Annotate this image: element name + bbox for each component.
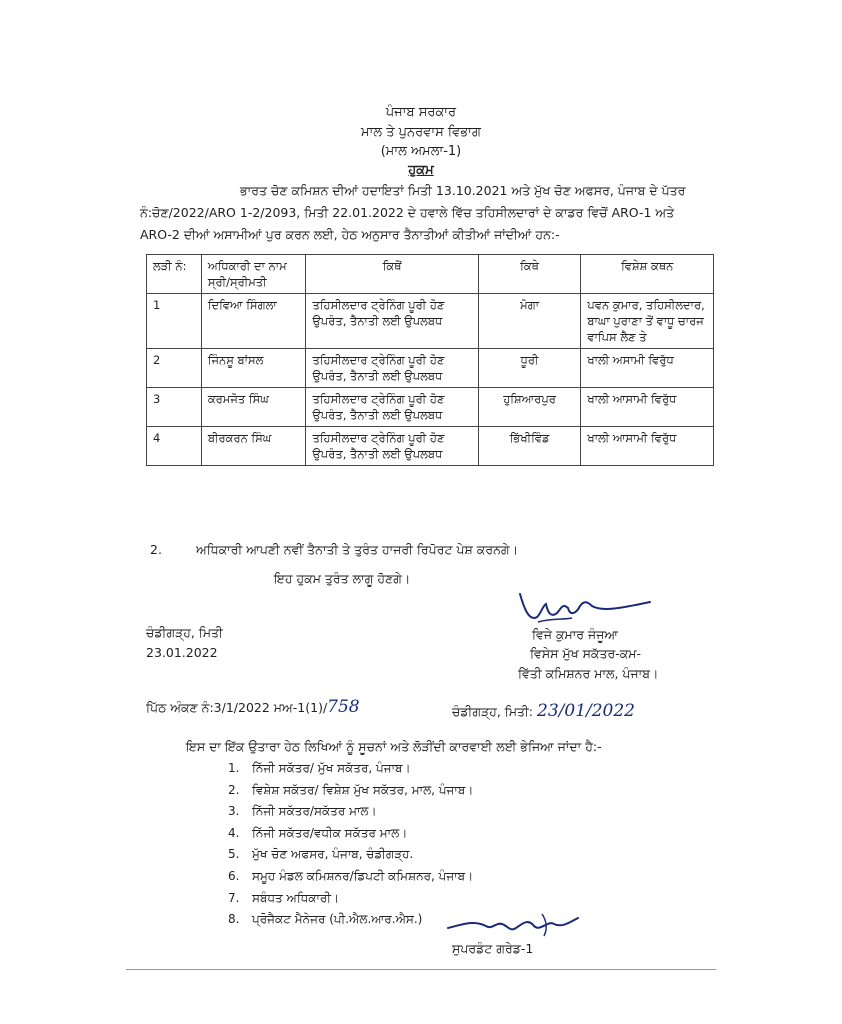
cell-from: ਤਹਿਸੀਲਦਾਰ ਟ੍ਰੇਨਿੰਗ ਪੂਰੀ ਹੋਣ ਉਪਰੰਤ, ਤੈਨਾਤੀ ਲਈ ਉਪਲਬਧ [306,388,478,427]
table-header-row [147,255,714,294]
col-serial: ਲੜੀ ਨੰ: [147,255,202,294]
order-heading: ਹੁਕਮ [408,163,434,178]
recipient-text: ਵਿਸ਼ੇਸ਼ ਸਕੱਤਰ/ ਵਿਸ਼ੇਸ਼ ਮੁੱਖ ਸਕੱਤਰ, ਮਾਲ, ਪੰਜਾਬ। [252,782,474,797]
list-item: 3. ਨਿੱਜੀ ਸਕੱਤਰ/ਸਕੱਤਰ ਮਾਲ। [228,801,473,823]
recipient-text: ਸਮੂਹ ਮੰਡਲ ਕਮਿਸ਼ਨਰ/ਡਿਪਟੀ ਕਮਿਸ਼ਨਰ, ਪੰਜਾਬ। [252,868,474,883]
cell-remarks: ਖਾਲੀ ਆਸਾਮੀ ਵਿਰੁੱਧ [581,427,714,466]
list-item: 5. ਮੁੱਖ ਚੋਣ ਅਫਸਰ, ਪੰਜਾਬ, ਚੰਡੀਗੜ੍ਹ. [228,844,473,866]
list-item: 8. ਪ੍ਰੋਜੈਕਟ ਮੈਨੇਜਰ (ਪੀ.ਐਲ.ਆਰ.ਐਸ.) [228,909,473,931]
col-remarks: ਵਿਸ਼ੇਸ਼ ਕਥਨ [581,255,714,294]
table-row [147,349,714,388]
officer-signature [512,588,662,628]
cell-officer: ਬੀਰਕਰਨ ਸਿੰਘ [201,427,306,466]
cell-remarks: ਖਾਲੀ ਆਸਾਮੀ ਵਿਰੁੱਧ [581,388,714,427]
table-row [147,294,714,349]
endorsement-ref [146,698,360,717]
govt-name: ਪੰਜਾਬ ਸਰਕਾਰ [385,105,457,120]
superintendent-title: ਸੁਪਰਡੰਟ ਗਰੇਡ-1 [452,941,534,956]
cell-serial: 3 [147,388,202,427]
intro-line-1: ਭਾਰਤ ਚੋਣ ਕਮਿਸ਼ਨ ਦੀਆਂ ਹਦਾਇਤਾਂ ਮਿਤੀ 13.10.2021 ਅਤੇ ਮੁੱਖ ਚੋਣ ਅਫਸਰ, ਪੰਜਾਬ ਦੇ ਪੱਤਰ [240,183,686,198]
recipient-text: ਨਿੱਜੀ ਸਕੱਤਰ/ ਮੁੱਖ ਸਕੱਤਰ, ਪੰਜਾਬ। [252,761,411,775]
col-from: ਕਿਥੋਂ [306,255,478,294]
list-item: 1. ਨਿੱਜੀ ਸਕੱਤਰ/ ਮੁੱਖ ਸਕੱਤਰ, ਪੰਜਾਬ। [228,758,473,780]
order-heading-wrap [0,162,842,180]
list-item: 2. ਵਿਸ਼ੇਸ਼ ਸਕੱਤਰ/ ਵਿਸ਼ੇਸ਼ ਮੁੱਖ ਸਕੱਤਰ, ਮਾਲ, ਪੰਜਾਬ। [228,780,473,802]
place-date: 23.01.2022 [146,645,218,660]
signatory-title: ਵਿਸੇਸ ਮੁੱਖ ਸਕੱਤਰ-ਕਮ- [530,646,641,661]
cell-to: ਹੁਸ਼ਿਆਰਪੁਰ [478,388,581,427]
cell-serial: 4 [147,427,202,466]
para-2-number: 2. [150,542,162,557]
cell-officer: ਕਰਮਜੋਤ ਸਿੰਘ [201,388,306,427]
endorsement-intro: ਇਸ ਦਾ ਇੱਕ ਉਤਾਰਾ ਹੇਠ ਲਿਖਿਆਂ ਨੂੰ ਸੂਚਨਾਂ ਅਤੇ ਲੋੜੀਂਦੀ ਕਾਰਵਾਈ ਲਈ ਭੇਜਿਆ ਜਾਂਦਾ ਹੈ:- [186,739,602,754]
endorsement-date-label: ਚੰਡੀਗੜ੍ਹ, ਮਿਤੀ: [452,704,534,719]
cell-to: ਮੋਗਾ [478,294,581,349]
cell-from: ਤਹਿਸੀਲਦਾਰ ਟ੍ਰੇਨਿੰਗ ਪੂਰੀ ਹੋਣ ਉਪਰੰਤ, ਤੈਨਾਤੀ ਲਈ ਉਪਲਬਧ [306,427,478,466]
list-item: 7. ਸਬੰਧਤ ਅਧਿਕਾਰੀ। [228,888,473,910]
cell-officer: ਜਿੰਨਸੂ ਬਾਂਸਲ [201,349,306,388]
table-row [147,388,714,427]
col-officer: ਅਧਿਕਾਰੀ ਦਾ ਨਾਮ ਸ੍ਰੀ/ਸ੍ਰੀਮਤੀ [201,255,306,294]
intro-paragraph [140,180,700,246]
cell-to: ਧੂਰੀ [478,349,581,388]
cell-to: ਭਿੱਖੀਵਿੰਡ [478,427,581,466]
signatory-name: ਵਿਜੇ ਕੁਮਾਰ ਜੰਜੂਆ [532,627,618,642]
endorsement-date [452,702,635,721]
intro-line-3: ARO-2 ਦੀਆਂ ਅਸਾਮੀਆਂ ਪੁਰ ਕਰਨ ਲਈ, ਹੇਠ ਅਨੁਸਾਰ ਤੈਨਾਤੀਆਂ ਕੀਤੀਆਂ ਜਾਂਦੀਆਂ ਹਨ:- [140,227,560,242]
signatory-office: ਵਿੱਤੀ ਕਮਿਸ਼ਨਰ ਮਾਲ, ਪੰਜਾਬ। [518,666,659,681]
cell-from: ਤਹਿਸੀਲਦਾਰ ਟ੍ਰੇਨਿੰਗ ਪੂਰੀ ਹੋਣ ਉਪਰੰਤ, ਤੈਨਾਤੀ ਲਈ ਉਪਲਬਧ [306,294,478,349]
recipient-list [228,758,473,931]
effect-text: ਇਹ ਹੁਕਮ ਤੁਰੰਤ ਲਾਗੂ ਹੋਣਗੇ। [274,571,411,586]
para-2-text: ਅਧਿਕਾਰੀ ਆਪਣੀ ਨਵੀਂ ਤੈਨਾਤੀ ਤੇ ਤੁਰੰਤ ਹਾਜਰੀ ਰਿਪੋਰਟ ਪੇਸ਼ ਕਰਨਗੇ। [196,542,519,557]
branch-name: (ਮਾਲ ਅਮਲਾ-1) [380,144,462,159]
col-to: ਕਿਥੇ [478,255,581,294]
cell-from: ਤਹਿਸੀਲਦਾਰ ਟ੍ਰੇਨਿੰਗ ਪੂਰੀ ਹੋਣ ਉਪਰੰਤ, ਤੈਨਾਤੀ ਲਈ ਉਪਲਬਧ [306,349,478,388]
cell-serial: 1 [147,294,202,349]
bottom-rule [126,969,716,970]
cell-remarks: ਖਾਲੀ ਅਸਾਮੀ ਵਿਰੁੱਧ [581,349,714,388]
department-name: ਮਾਲ ਤੇ ਪੁਨਰਵਾਸ ਵਿਭਾਗ [361,125,481,140]
superintendent-signature [444,906,584,942]
table-row [147,427,714,466]
list-item: 6. ਸਮੂਹ ਮੰਡਲ ਕਮਿਸ਼ਨਰ/ਡਿਪਟੀ ਕਮਿਸ਼ਨਰ, ਪੰਜਾਬ। [228,866,473,888]
cell-officer: ਦਿਵਿਆ ਸਿੰਗਲਾ [201,294,306,349]
cell-remarks: ਪਵਨ ਕੁਮਾਰ, ਤਹਿਸੀਲਦਾਰ, ਬਾਘਾ ਪੁਰਾਣਾ ਤੋਂ ਵਾਧੂ ਚਾਰਜ ਵਾਪਿਸ ਲੈਣ ਤੇ [581,294,714,349]
cell-serial: 2 [147,349,202,388]
recipient-text: ਨਿੱਜੀ ਸਕੱਤਰ/ਵਧੀਕ ਸਕੱਤਰ ਮਾਲ। [252,825,408,840]
recipient-text: ਨਿੱਜੀ ਸਕੱਤਰ/ਸਕੱਤਰ ਮਾਲ। [252,804,377,819]
posting-table [146,254,714,466]
recipient-text: ਪ੍ਰੋਜੈਕਟ ਮੈਨੇਜਰ (ਪੀ.ਐਲ.ਆਰ.ਐਸ.) [252,912,423,927]
intro-line-2: ਨੰ:ਚੋਣ/2022/ARO 1-2/2093, ਮਿਤੀ 22.01.2022 ਦੇ ਹਵਾਲੇ ਵਿੱਚ ਤਹਿਸੀਲਦਾਰਾਂ ਦੇ ਕਾਡਰ ਵਿਚੋਂ ARO-1 ਅਤੇ [140,205,675,220]
list-item: 4. ਨਿੱਜੀ ਸਕੱਤਰ/ਵਧੀਕ ਸਕੱਤਰ ਮਾਲ। [228,823,473,845]
recipient-text: ਮੁੱਖ ਚੋਣ ਅਫਸਰ, ਪੰਜਾਬ, ਚੰਡੀਗੜ੍ਹ. [252,847,414,862]
endorsement-ref-label: ਪਿੱਠ ਅੰਕਣ ਨੰ:3/1/2022 ਮਅ-1(1)/ [146,700,328,715]
place-label: ਚੰਡੀਗੜ੍ਹ, ਮਿਤੀ [146,625,223,640]
endorsement-date-value: 23/01/2022 [537,701,635,721]
recipient-text: ਸਬੰਧਤ ਅਧਿਕਾਰੀ। [252,890,340,905]
endorsement-ref-number: 758 [327,697,360,717]
